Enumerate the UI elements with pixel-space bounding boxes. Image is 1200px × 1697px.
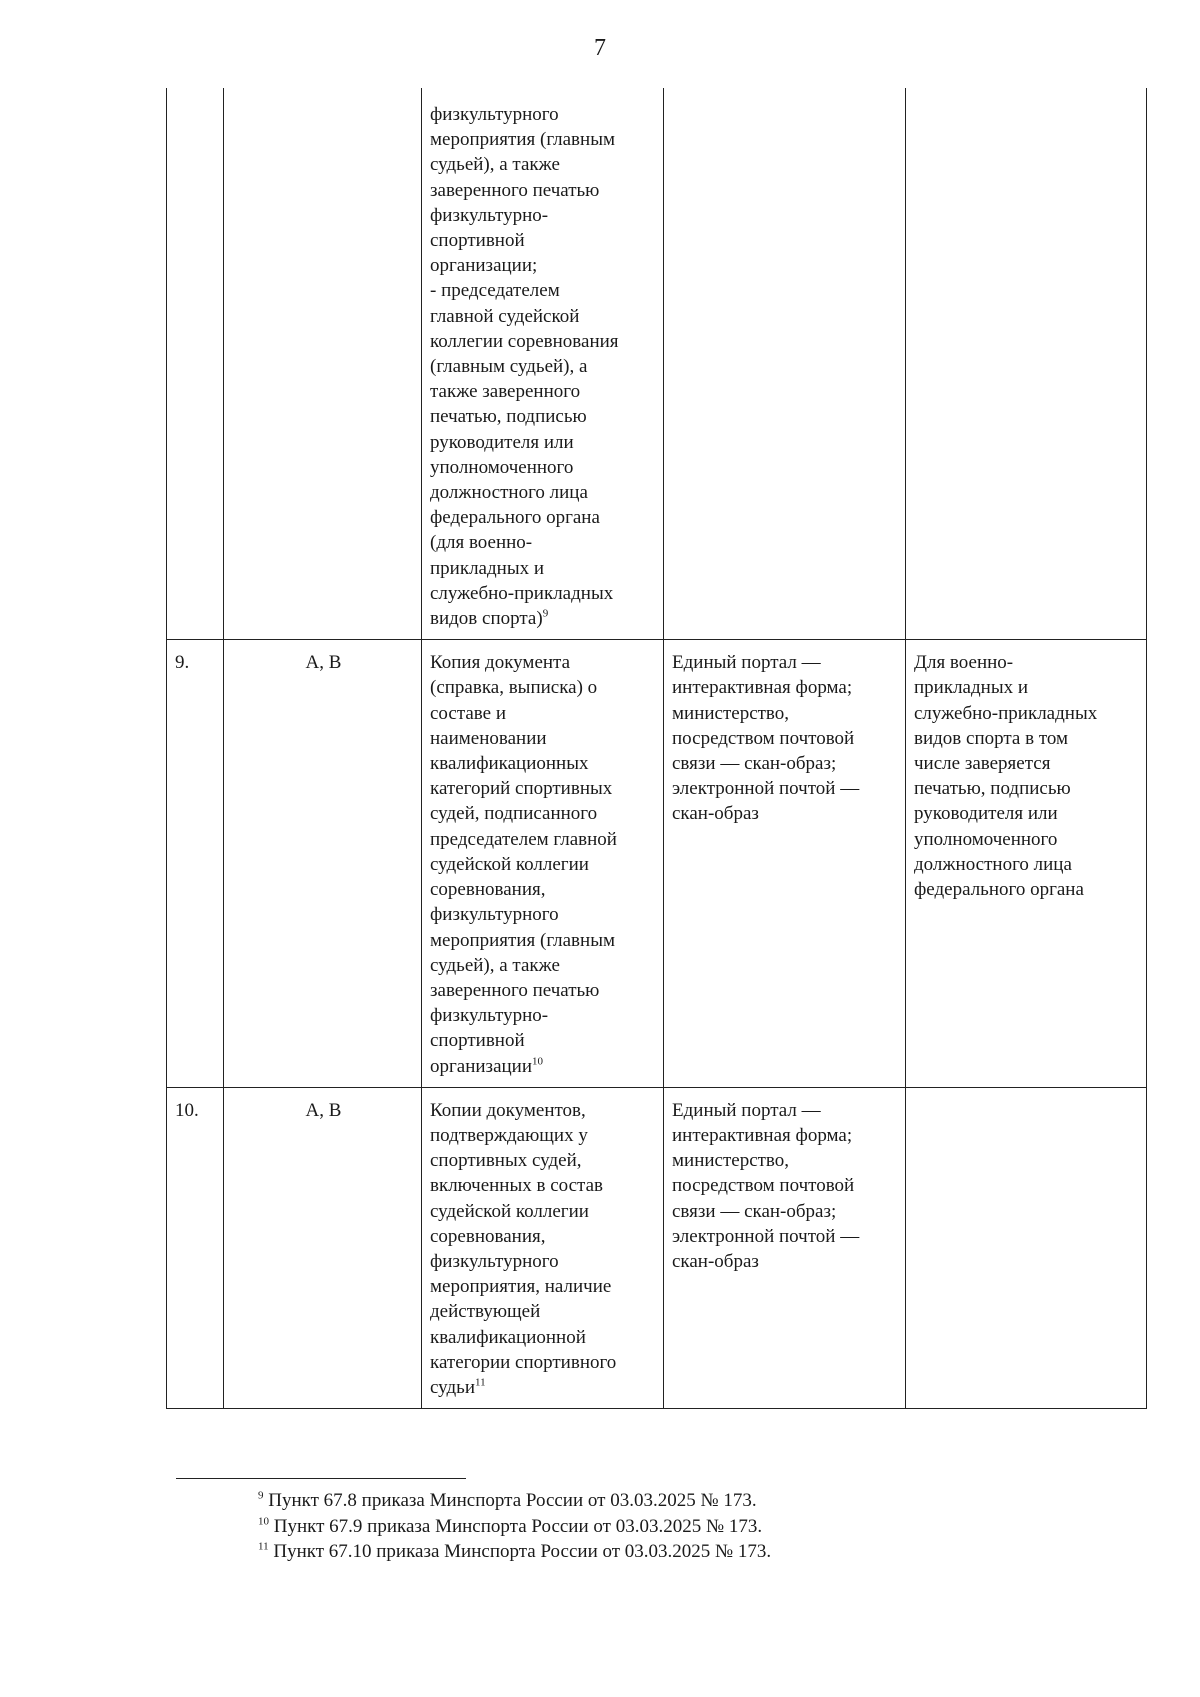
cell-text: наименовании: [430, 727, 547, 749]
cell-text: прикладных и: [914, 677, 1028, 699]
document-requirements-table: [166, 88, 1147, 1409]
cell-line: [914, 701, 1140, 726]
cell-line: [430, 203, 657, 228]
cell-text: физкультурного: [430, 104, 559, 125]
cell-text: видов спорта): [430, 608, 543, 630]
cell-text: - председателем: [430, 280, 560, 302]
cell-text: физкультурно-: [430, 1005, 549, 1027]
cell-text: руководителя или: [914, 803, 1058, 825]
cell-line: [430, 877, 657, 902]
cell-text: коллегии соревнования: [430, 330, 619, 352]
cell-text: должностного лица: [914, 853, 1072, 875]
cell-text: председателем главной: [430, 828, 617, 850]
category-value: А, В: [305, 1099, 342, 1121]
cell-text: федерального органа: [430, 507, 600, 529]
cell-line: [430, 1249, 657, 1274]
cell-line: [914, 852, 1140, 877]
cell-text: служебно-прикладных: [430, 582, 614, 604]
cell-text: электронной почтой —: [672, 778, 860, 800]
cell-text: судей, подписанного: [430, 803, 598, 825]
category-cell: [224, 1087, 422, 1408]
cell-text: связи — скан-образ;: [672, 753, 837, 775]
cell-line: [430, 606, 657, 631]
cell-text: судьей), а также: [430, 154, 560, 176]
cell-line: [672, 1249, 899, 1274]
cell-line: [430, 102, 657, 127]
cell-line: [430, 675, 657, 700]
cell-text: уполномоченного: [914, 828, 1058, 850]
cell-text: физкультурно-: [430, 204, 549, 226]
cell-text: спортивной: [430, 1030, 525, 1052]
cell-line: [430, 978, 657, 1003]
cell-line: [430, 751, 657, 776]
cell-line: [430, 127, 657, 152]
document-cell: [422, 640, 664, 1087]
cell-text: руководителя или: [430, 431, 574, 453]
cell-line: [430, 801, 657, 826]
cell-line: [672, 801, 899, 826]
cell-line: [430, 1123, 657, 1148]
cell-text: министерство,: [672, 1150, 790, 1172]
cell-line: [672, 650, 899, 675]
note-cell: [906, 640, 1147, 1087]
cell-text: электронной почтой —: [672, 1225, 860, 1247]
cell-line: [914, 776, 1140, 801]
footnote-text: Пункт 67.10 приказа Минспорта России от 03.03.2025 № 173.: [273, 1541, 772, 1562]
cell-text: категории спортивного: [430, 1351, 617, 1373]
row-number-cell: [167, 640, 224, 1087]
cell-line: [430, 228, 657, 253]
cell-line: [430, 1325, 657, 1350]
cell-text: судьей), а также: [430, 954, 560, 976]
cell-text: печатью, подписью: [430, 406, 587, 428]
cell-text: печатью, подписью: [914, 778, 1071, 800]
cell-text: квалификационной: [430, 1326, 586, 1348]
row-number-cell: [167, 88, 224, 640]
cell-line: [672, 776, 899, 801]
cell-line: [672, 726, 899, 751]
cell-line: [430, 1274, 657, 1299]
table-row: [167, 640, 1147, 1087]
cell-line: [672, 1199, 899, 1224]
cell-text: организации: [430, 1055, 533, 1077]
cell-text: мероприятия (главным: [430, 929, 615, 951]
cell-line: [914, 751, 1140, 776]
cell-line: [430, 1299, 657, 1324]
cell-line: [430, 354, 657, 379]
cell-text: посредством почтовой: [672, 1175, 855, 1197]
page-number: 7: [594, 35, 606, 61]
cell-line: [914, 675, 1140, 700]
cell-line: [672, 1173, 899, 1198]
cell-text: заверенного печатью: [430, 979, 600, 1001]
cell-text: видов спорта в том: [914, 727, 1069, 749]
cell-line: [430, 902, 657, 927]
cell-text: Единый портал —: [672, 1099, 821, 1121]
cell-text: заверенного печатью: [430, 179, 600, 201]
cell-text: связи — скан-образ;: [672, 1200, 837, 1222]
footnote-mark: 11: [258, 1540, 269, 1553]
document-cell: [422, 1087, 664, 1408]
cell-text: скан-образ: [672, 1250, 759, 1272]
cell-line: [430, 726, 657, 751]
cell-line: [672, 1148, 899, 1173]
cell-line: [430, 581, 657, 606]
cell-line: [914, 726, 1140, 751]
cell-text: министерство,: [672, 702, 790, 724]
footnote-mark: 10: [258, 1515, 269, 1528]
cell-line: [430, 1148, 657, 1173]
cell-line: [430, 1003, 657, 1028]
cell-text: Копии документов,: [430, 1099, 586, 1121]
table-row: [167, 1087, 1147, 1408]
cell-line: [430, 152, 657, 177]
cell-line: [430, 178, 657, 203]
cell-line: [430, 1054, 657, 1079]
cell-text: судьи: [430, 1376, 475, 1398]
cell-line: [430, 1224, 657, 1249]
footnote-item: [258, 1539, 771, 1565]
footnote-reference: 10: [532, 1055, 544, 1068]
table-row: [167, 88, 1147, 640]
cell-text: соревнования,: [430, 879, 546, 901]
footnote-item: [258, 1488, 771, 1514]
cell-text: включенных в состав: [430, 1175, 603, 1197]
row-number: 10.: [175, 1099, 199, 1121]
cell-text: мероприятия, наличие: [430, 1276, 612, 1298]
cell-text: спортивных судей,: [430, 1150, 582, 1172]
cell-line: [430, 953, 657, 978]
row-number: 9.: [175, 652, 190, 674]
category-cell: [224, 640, 422, 1087]
cell-line: [672, 1224, 899, 1249]
cell-line: [430, 650, 657, 675]
cell-text: должностного лица: [430, 482, 588, 504]
footnote-mark: 9: [258, 1489, 264, 1502]
cell-text: также заверенного: [430, 381, 581, 403]
cell-text: прикладных и: [430, 557, 544, 579]
cell-text: судейской коллегии: [430, 1200, 589, 1222]
cell-text: посредством почтовой: [672, 727, 855, 749]
cell-text: интерактивная форма;: [672, 677, 853, 699]
cell-line: [430, 1028, 657, 1053]
cell-text: спортивной: [430, 230, 525, 252]
cell-text: Для военно-: [914, 652, 1014, 674]
cell-line: [672, 675, 899, 700]
cell-line: [430, 556, 657, 581]
cell-text: (главным судьей), а: [430, 356, 588, 378]
cell-text: составе и: [430, 702, 507, 724]
cell-text: служебно-прикладных: [914, 702, 1098, 724]
cell-text: федерального органа: [914, 879, 1084, 901]
cell-text: (для военно-: [430, 532, 533, 554]
footnote-text: Пункт 67.8 приказа Минспорта России от 03.03.2025 № 173.: [268, 1490, 757, 1511]
cell-text: категорий спортивных: [430, 778, 613, 800]
submission-method-cell: [664, 640, 906, 1087]
cell-line: [672, 751, 899, 776]
cell-text: судейской коллегии: [430, 853, 589, 875]
cell-line: [430, 1173, 657, 1198]
category-value: А, В: [305, 652, 342, 674]
cell-text: действующей: [430, 1301, 541, 1323]
document-cell: [422, 88, 664, 640]
cell-line: [672, 1098, 899, 1123]
cell-text: физкультурного: [430, 1250, 559, 1272]
cell-text: числе заверяется: [914, 753, 1051, 775]
cell-text: Копия документа: [430, 652, 571, 674]
cell-text: мероприятия (главным: [430, 129, 615, 151]
cell-line: [430, 480, 657, 505]
footnote-text: Пункт 67.9 приказа Минспорта России от 03.03.2025 № 173.: [273, 1515, 763, 1537]
cell-line: [430, 253, 657, 278]
cell-text: организации;: [430, 255, 538, 277]
cell-line: [430, 1350, 657, 1375]
footnotes: [258, 1488, 771, 1565]
cell-line: [430, 329, 657, 354]
note-cell: [906, 1087, 1147, 1408]
footnote-reference: 9: [542, 607, 549, 620]
cell-text: квалификационных: [430, 753, 589, 775]
cell-line: [430, 928, 657, 953]
submission-method-cell: [664, 88, 906, 640]
cell-text: скан-образ: [672, 803, 759, 825]
cell-line: [914, 827, 1140, 852]
cell-line: [430, 430, 657, 455]
cell-line: [914, 877, 1140, 902]
cell-text: физкультурного: [430, 904, 559, 926]
cell-line: [914, 801, 1140, 826]
cell-text: интерактивная форма;: [672, 1124, 853, 1146]
cell-line: [430, 1375, 657, 1400]
cell-text: подтверждающих у: [430, 1124, 588, 1146]
cell-line: [430, 379, 657, 404]
row-number-cell: [167, 1087, 224, 1408]
cell-line: [430, 404, 657, 429]
footnote-reference: 11: [475, 1376, 486, 1389]
cell-line: [430, 278, 657, 303]
cell-line: [430, 505, 657, 530]
category-cell: [224, 88, 422, 640]
cell-text: соревнования,: [430, 1225, 546, 1247]
cell-line: [430, 701, 657, 726]
footnote-item: [258, 1514, 771, 1540]
cell-text: Единый портал —: [672, 652, 821, 674]
cell-line: [430, 304, 657, 329]
cell-line: [672, 701, 899, 726]
submission-method-cell: [664, 1087, 906, 1408]
cell-text: уполномоченного: [430, 456, 574, 478]
cell-line: [430, 455, 657, 480]
cell-line: [430, 827, 657, 852]
footnote-separator: [176, 1478, 466, 1479]
cell-line: [430, 776, 657, 801]
cell-text: главной судейской: [430, 305, 580, 327]
cell-line: [430, 1098, 657, 1123]
cell-line: [430, 852, 657, 877]
cell-line: [430, 530, 657, 555]
cell-line: [914, 650, 1140, 675]
cell-text: (справка, выписка) о: [430, 677, 598, 699]
note-cell: [906, 88, 1147, 640]
cell-line: [430, 1199, 657, 1224]
cell-line: [672, 1123, 899, 1148]
